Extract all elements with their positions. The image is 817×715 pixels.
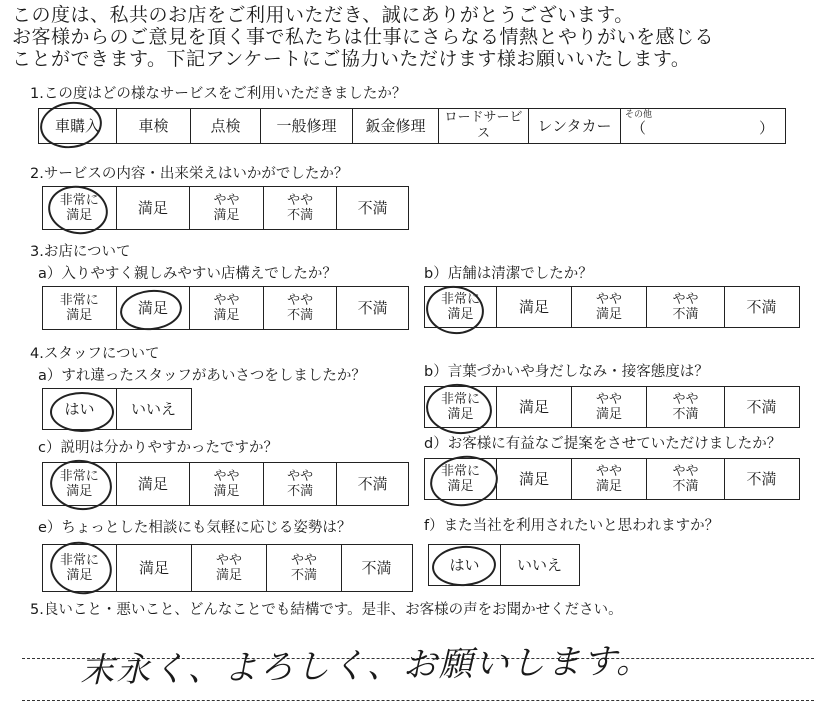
q1-option-inspection[interactable]: 点検 — [191, 109, 261, 143]
q5-label: 5.良いこと・悪いこと、どんなことでも結構です。是非、お客様の声をお聞かせください。 — [30, 602, 623, 618]
q4d-option-somewhat-dissatisfied[interactable]: やや 不満 — [647, 459, 725, 499]
q4e-option-somewhat-dissatisfied[interactable]: やや 不満 — [267, 545, 342, 591]
q4b-option-somewhat-dissatisfied[interactable]: やや 不満 — [647, 387, 725, 427]
q5-answer-line-2 — [22, 700, 814, 701]
q4e-label: e）ちょっとした相談にも気軽に応じる姿勢は？ — [38, 520, 352, 536]
q1-other-paren-open: （ — [631, 119, 647, 137]
q4c-label: c）説明は分かりやすかったですか？ — [38, 440, 278, 456]
q4d-option-somewhat-satisfied[interactable]: やや 満足 — [572, 459, 647, 499]
q1-label: 1.この度はどの様なサービスをご利用いただきましたか？ — [30, 86, 407, 102]
q1-other-paren-close: ） — [758, 119, 774, 137]
q4c-option-somewhat-dissatisfied[interactable]: やや 不満 — [264, 463, 338, 505]
q1-option-car-purchase[interactable]: 車購入 — [39, 109, 117, 143]
intro-text — [12, 4, 812, 70]
q4e-option-dissatisfied[interactable]: 不満 — [361, 559, 392, 577]
q4f-option-yes[interactable]: はい — [429, 545, 501, 585]
q4b-option-very-satisfied[interactable]: 非常に 満足 — [425, 387, 497, 427]
q4b-option-somewhat-satisfied[interactable]: やや 満足 — [572, 387, 647, 427]
q4c-option-satisfied[interactable]: 満足 — [117, 463, 191, 505]
q1-option-general-repair[interactable]: 一般修理 — [261, 109, 353, 143]
q3b-option-somewhat-satisfied[interactable]: やや 満足 — [572, 287, 647, 327]
q1-option-rental-car[interactable]: レンタカー — [529, 109, 621, 143]
q1-options — [38, 108, 786, 144]
q4a-label: a）すれ違ったスタッフがあいさつをしましたか？ — [38, 368, 366, 384]
q4b-option-satisfied[interactable]: 満足 — [497, 387, 572, 427]
q4c-option-very-satisfied[interactable]: 非常に 満足 — [43, 463, 117, 505]
q3-label: 3.お店について — [30, 244, 131, 260]
q5-handwritten-answer: 末永く、よろしく、お願いします。 — [79, 641, 653, 691]
q1-option-shaken[interactable]: 車検 — [117, 109, 191, 143]
q4b-label: b）言葉づかいや身だしなみ・接客態度は？ — [424, 364, 709, 380]
q4d-option-satisfied[interactable]: 満足 — [497, 459, 572, 499]
q4a-options — [42, 388, 192, 430]
intro-line-3: ことができます。下記アンケートにご協力いただけます様お願いいたします。 — [12, 48, 691, 70]
q4d-option-dissatisfied[interactable]: 不満 — [746, 470, 777, 488]
q4d-option-very-satisfied[interactable]: 非常に 満足 — [425, 459, 497, 499]
q4d-label: d）お客様に有益なご提案をさせていただけましたか？ — [424, 436, 782, 452]
intro-line-1: この度は、私共のお店をご利用いただき、誠にありがとうございます。 — [12, 4, 634, 26]
q4-label: 4.スタッフについて — [30, 346, 160, 362]
q1-option-body-repair[interactable]: 鈑金修理 — [353, 109, 439, 143]
q4d-options — [424, 458, 800, 500]
q4e-option-somewhat-satisfied[interactable]: やや 満足 — [192, 545, 267, 591]
q3a-option-somewhat-satisfied[interactable]: やや 満足 — [190, 287, 264, 329]
q4f-options — [428, 544, 580, 586]
q4f-option-no[interactable]: いいえ — [516, 556, 562, 574]
q3b-option-dissatisfied[interactable]: 不満 — [746, 298, 777, 316]
q4c-option-dissatisfied[interactable]: 不満 — [357, 475, 388, 493]
q4a-option-yes[interactable]: はい — [43, 389, 117, 429]
q3b-options — [424, 286, 800, 328]
q3b-option-satisfied[interactable]: 満足 — [497, 287, 572, 327]
q4b-option-dissatisfied[interactable]: 不満 — [746, 398, 777, 416]
q4a-option-no[interactable]: いいえ — [130, 400, 176, 418]
q4b-options — [424, 386, 800, 428]
q3a-option-satisfied[interactable]: 満足 — [117, 287, 191, 329]
q1-other-label: その他 — [625, 110, 653, 120]
q3b-option-very-satisfied[interactable]: 非常に 満足 — [425, 287, 497, 327]
q3a-options — [42, 286, 409, 330]
q4f-label: f）また当社を利用されたいと思われますか？ — [424, 518, 720, 534]
q3a-option-dissatisfied[interactable]: 不満 — [357, 299, 388, 317]
q2-option-very-satisfied[interactable]: 非常に 満足 — [43, 187, 117, 229]
q4e-options — [42, 544, 413, 592]
q3b-option-somewhat-dissatisfied[interactable]: やや 不満 — [647, 287, 725, 327]
q2-option-satisfied[interactable]: 満足 — [117, 187, 191, 229]
q4e-option-very-satisfied[interactable]: 非常に 満足 — [43, 545, 117, 591]
q3a-label: a）入りやすく親しみやすい店構えでしたか？ — [38, 266, 337, 282]
q3b-label: b）店舗は清潔でしたか？ — [424, 266, 593, 282]
q3a-option-somewhat-dissatisfied[interactable]: やや 不満 — [264, 287, 338, 329]
q3a-option-very-satisfied[interactable]: 非常に 満足 — [43, 287, 117, 329]
q2-options — [42, 186, 409, 230]
q1-option-other[interactable] — [621, 109, 784, 143]
q2-option-somewhat-dissatisfied[interactable]: やや 不満 — [264, 187, 338, 229]
q4c-option-somewhat-satisfied[interactable]: やや 満足 — [190, 463, 264, 505]
q4c-options — [42, 462, 409, 506]
q2-option-somewhat-satisfied[interactable]: やや 満足 — [190, 187, 264, 229]
q2-label: 2.サービスの内容・出来栄えはいかがでしたか？ — [30, 166, 349, 182]
q1-option-road-service[interactable]: ロードサービス — [439, 109, 529, 143]
intro-line-2: お客様からのご意見を頂く事で私たちは仕事にさらなる情熱とやりがいを感じる — [12, 26, 715, 48]
q4e-option-satisfied[interactable]: 満足 — [117, 545, 192, 591]
q2-option-dissatisfied[interactable]: 不満 — [357, 199, 388, 217]
